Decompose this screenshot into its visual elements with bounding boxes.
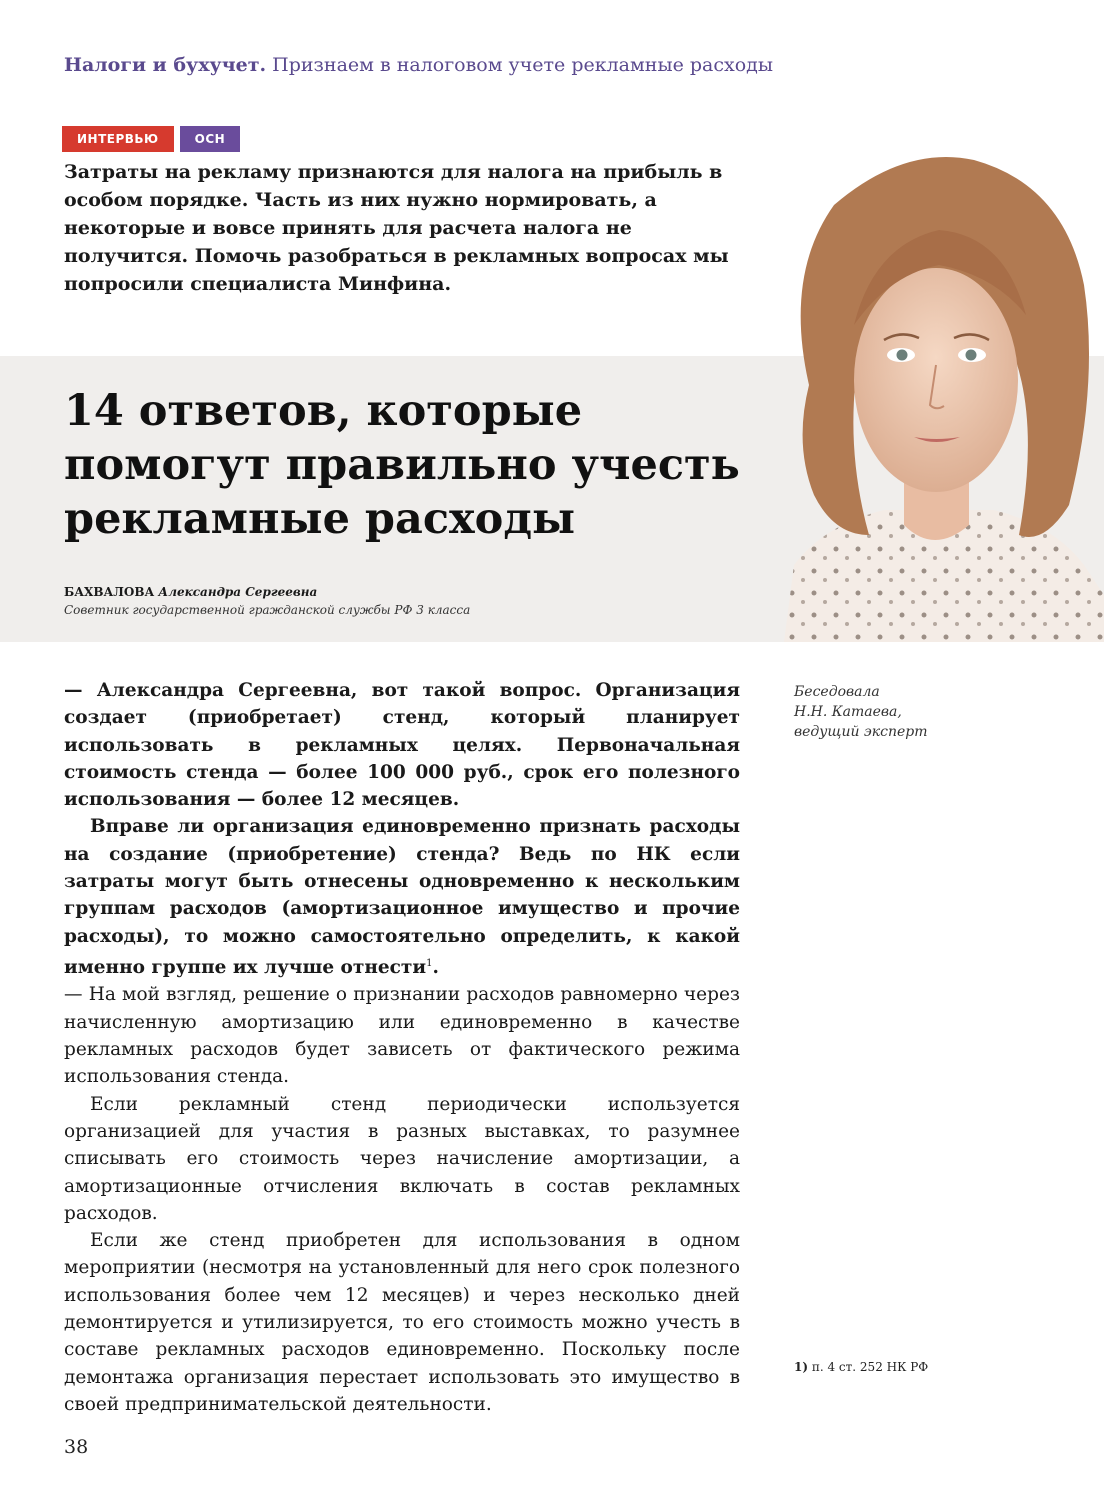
author-name	[64, 585, 317, 599]
author-given-name: Александра Сергеевна	[158, 585, 318, 599]
question-end: .	[432, 957, 439, 979]
page-number: 38	[64, 1436, 89, 1458]
interviewer-line: ведущий эксперт	[794, 724, 928, 740]
interviewer-credit	[794, 682, 928, 742]
title-line: рекламные расходы	[64, 494, 576, 544]
question-paragraph: — Александра Сергеевна, вот такой вопрос. Организация создает (приобретает) стенд, который планирует использовать в рекламных целях. Первоначальная стоимость стенда — более 100 000 руб., срок его полезного использования — более 12 месяцев.	[64, 680, 740, 811]
portrait-illustration	[764, 125, 1104, 642]
running-header-section: Налоги и бухучет.	[64, 54, 267, 76]
answer-paragraph: Если рекламный стенд периодически используется организацией для участия в разных выставках, то разумнее списывать его стоимость через начисление амортизации, а амортизационные отчисления включать в состав рекламных расходов.	[64, 1093, 740, 1224]
title-line: 14 ответов, которые	[64, 386, 583, 436]
lead-paragraph: Затраты на рекламу признаются для налога на прибыль в особом порядке. Часть из них нужно нормировать, а некоторые и вовсе принять для расчета налога не получится. Помочь разобраться в рекламных вопросах мы попросили специалиста Минфина.	[64, 161, 729, 295]
tag-interview: ИНТЕРВЬЮ	[62, 126, 174, 152]
article-title	[64, 384, 784, 546]
answer-paragraph: Если же стенд приобретен для использования в одном мероприятии (несмотря на установленный для него срок полезного использования более чем 12 месяцев) и через несколько дней демонтируется и утилизируется, то его стоимость можно учесть в составе рекламных расходов единовременно. Поскольку после демонтажа организация перестает использовать это имущество в своей предпринимательской деятельности.	[64, 1230, 740, 1415]
running-header	[64, 54, 773, 76]
question-text: Вправе ли организация единовременно признать расходы на создание (приобретение) стенда? Ведь по НК если затраты могут быть отнесены одновременно к нескольким группам расходов (амортизационное имущество и прочие расходы), то можно самостоятельно определить, к какой именно группе их лучше отнести	[64, 816, 740, 979]
footnote-marker: 1)	[794, 1360, 809, 1374]
answer-paragraph: — На мой взгляд, решение о признании расходов равномерно через начисленную амортизацию или единовременно в качестве рекламных расходов будет зависеть от фактического режима использования стенда.	[64, 984, 740, 1088]
question-paragraph	[64, 813, 740, 981]
footnote	[794, 1360, 928, 1374]
footnote-ref: 1	[426, 957, 433, 969]
tag-osn: ОСН	[180, 126, 241, 152]
tag-list	[62, 126, 240, 152]
article-body	[64, 677, 740, 1418]
interviewer-line: Н.Н. Катаева,	[794, 704, 902, 720]
interviewer-line: Беседовала	[794, 684, 880, 700]
author-surname: БАХВАЛОВА	[64, 585, 155, 599]
running-header-topic: Признаем в налоговом учете рекламные расходы	[272, 54, 773, 76]
footnote-text: п. 4 ст. 252 НК РФ	[811, 1360, 929, 1374]
author-role: Советник государственной гражданской службы РФ 3 класса	[64, 603, 471, 617]
author-portrait	[764, 125, 1104, 642]
title-line: помогут правильно учесть	[64, 440, 740, 490]
